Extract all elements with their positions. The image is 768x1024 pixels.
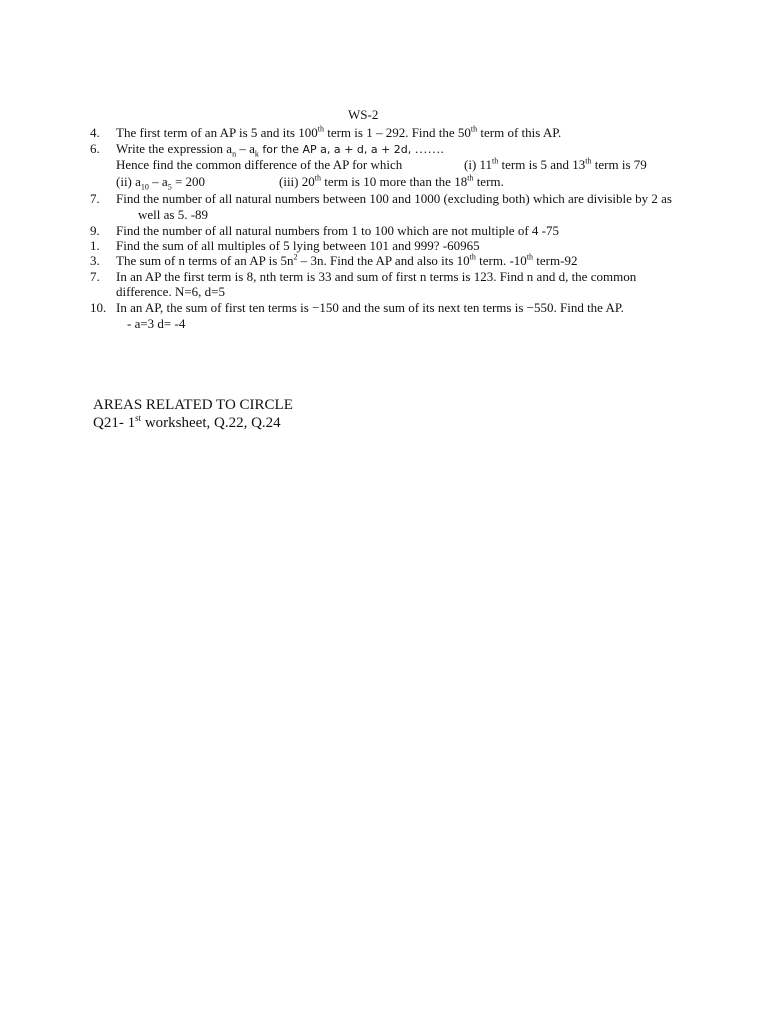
question-1 [90,238,480,254]
question-text: In an AP, the sum of first ten terms is −150 and the sum of its next ten terms is −550. Find the AP. [116,300,624,315]
worksheet-title: WS-2 [348,107,379,122]
question-7a [90,191,672,207]
question-7b [90,269,636,285]
section-reference: Q21- 1st worksheet, Q.22, Q.24 [93,413,281,431]
question-text: Find the sum of all multiples of 5 lying between 101 and 999? -60965 [116,238,480,253]
question-text: Find the number of all natural numbers from 1 to 100 which are not multiple of 4 -75 [116,223,559,238]
question-6 [90,141,444,158]
question-text: The first term of an AP is 5 and its 100th term is 1 – 292. Find the 50th term of this AP. [116,124,562,140]
question-number: 1. [90,238,100,253]
question-7b-line-2: difference. N=6, d=5 [116,284,225,299]
question-text: Find the number of all natural numbers between 100 and 1000 (excluding both) which are divisible by 2 as [116,191,672,206]
question-7a-line-2: well as 5. -89 [138,207,209,222]
section-heading: AREAS RELATED TO CIRCLE [93,397,293,413]
question-number: 7. [90,269,100,284]
question-6-line-2: Hence find the common difference of the AP for which [116,157,403,172]
question-4 [90,125,561,141]
question-6-part-i: (i) 11th term is 5 and 13th term is 79 [464,156,647,172]
question-6-part-ii: (ii) $a_{10} - a_5 = 200$ [116,174,206,192]
question-text: Write the expression $a_n - a_k$ for the AP a, a + d, a + 2d, ……. [116,141,444,159]
question-number: 10. [90,300,107,315]
question-text: In an AP the first term is 8, nth term is 33 and sum of first n terms is 123. Find n and d, the common [116,269,637,284]
question-10-answer: - a=3 d= -4 [127,316,186,331]
question-number: 6. [90,141,100,156]
question-10 [90,300,624,316]
question-number: 9. [90,223,100,238]
question-6-part-iii: (iii) 20th term is 10 more than the 18th term. [279,173,504,189]
question-3 [90,253,577,269]
question-9 [90,223,559,239]
question-number: 4. [90,125,100,140]
question-number: 3. [90,253,100,268]
question-number: 7. [90,191,100,206]
question-text: The sum of n terms of an AP is $5n^2 - 3n$. Find the AP and also its 10th term. -10th term-92 [116,252,578,268]
